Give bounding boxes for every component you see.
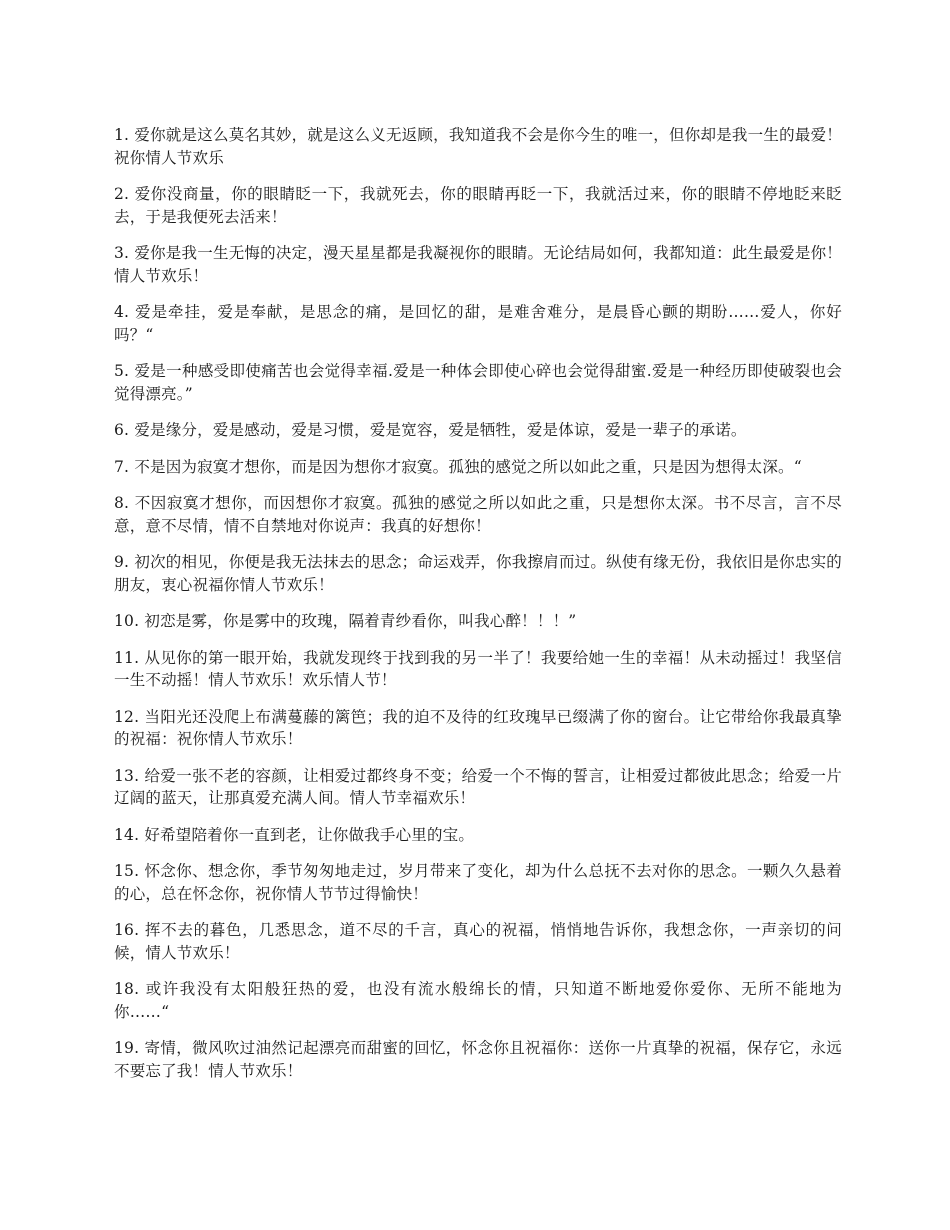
paragraph-12: 12. 当阳光还没爬上布满蔓藤的篱笆；我的迫不及待的红玫瑰早已缀满了你的窗台。让它带给你我最真挚的祝福：祝你情人节欢乐！ (114, 707, 842, 748)
paragraph-3: 3. 爱你是我一生无悔的决定，漫天星星都是我凝视你的眼睛。无论结局如何，我都知道：此生最爱是你！情人节欢乐！ (114, 244, 842, 285)
paragraph-10: 10. 初恋是雾，你是雾中的玫瑰，隔着青纱看你，叫我心醉！！！” (114, 612, 577, 630)
document-body (114, 124, 842, 1096)
paragraph-19: 19. 寄情，微风吹过油然记起漂亮而甜蜜的回忆，怀念你且祝福你：送你一片真挚的祝福，保存它，永远不要忘了我！情人节欢乐！ (114, 1039, 842, 1080)
paragraph-16: 16. 挥不去的暮色，几悉思念，道不尽的千言，真心的祝福，悄悄地告诉你，我想念你，一声亲切的问候，情人节欢乐！ (114, 921, 842, 962)
paragraph-11: 11. 从见你的第一眼开始，我就发现终于找到我的另一半了！我要给她一生的幸福！从未动摇过！我坚信一生不动摇！情人节欢乐！欢乐情人节！ (114, 648, 842, 689)
paragraph-4: 4. 爱是牵挂，爱是奉献，是思念的痛，是回忆的甜，是难舍难分，是晨昏心颤的期盼……爱人，你好吗？“ (114, 303, 842, 344)
paragraph-6: 6. 爱是缘分，爱是感动，爱是习惯，爱是宽容，爱是牺牲，爱是体谅，爱是一辈子的承诺。 (114, 421, 747, 439)
paragraph-15: 15. 怀念你、想念你，季节匆匆地走过，岁月带来了变化，却为什么总抚不去对你的思念。一颗久久悬着的心，总在怀念你，祝你情人节节过得愉快！ (114, 862, 842, 903)
paragraph-1: 1. 爱你就是这么莫名其妙，就是这么义无返顾，我知道我不会是你今生的唯一，但你却是我一生的最爱！祝你情人节欢乐 (114, 126, 842, 167)
paragraph-14: 14. 好希望陪着你一直到老，让你做我手心里的宝。 (114, 825, 475, 844)
paragraph-5: 5. 爱是一种感受即使痛苦也会觉得幸福.爱是一种体会即使心碎也会觉得甜蜜.爱是一种经历即使破裂也会觉得漂亮。” (114, 362, 842, 403)
paragraph-9: 9. 初次的相见，你便是我无法抹去的思念；命运戏弄，你我擦肩而过。纵使有缘无份，我依旧是你忠实的朋友，衷心祝福你情人节欢乐！ (114, 553, 842, 594)
paragraph-2: 2. 爱你没商量，你的眼睛眨一下，我就死去，你的眼睛再眨一下，我就活过来，你的眼睛不停地眨来眨去，于是我便死去活来！ (114, 185, 842, 226)
paragraph-13: 13. 给爱一张不老的容颜，让相爱过都终身不变；给爱一个不悔的誓言，让相爱过都彼此思念；给爱一片辽阔的蓝天，让那真爱充满人间。情人节幸福欢乐！ (114, 766, 842, 807)
paragraph-7: 7. 不是因为寂寞才想你，而是因为想你才寂寞。孤独的感觉之所以如此之重，只是因为想得太深。“ (114, 457, 802, 476)
paragraph-8: 8. 不因寂寞才想你，而因想你才寂寞。孤独的感觉之所以如此之重，只是想你太深。书不尽言，言不尽意，意不尽情，情不自禁地对你说声：我真的好想你！ (114, 494, 842, 535)
paragraph-18: 18. 或许我没有太阳般狂热的爱，也没有流水般绵长的情，只知道不断地爱你爱你、无所不能地为你……“ (114, 980, 842, 1021)
